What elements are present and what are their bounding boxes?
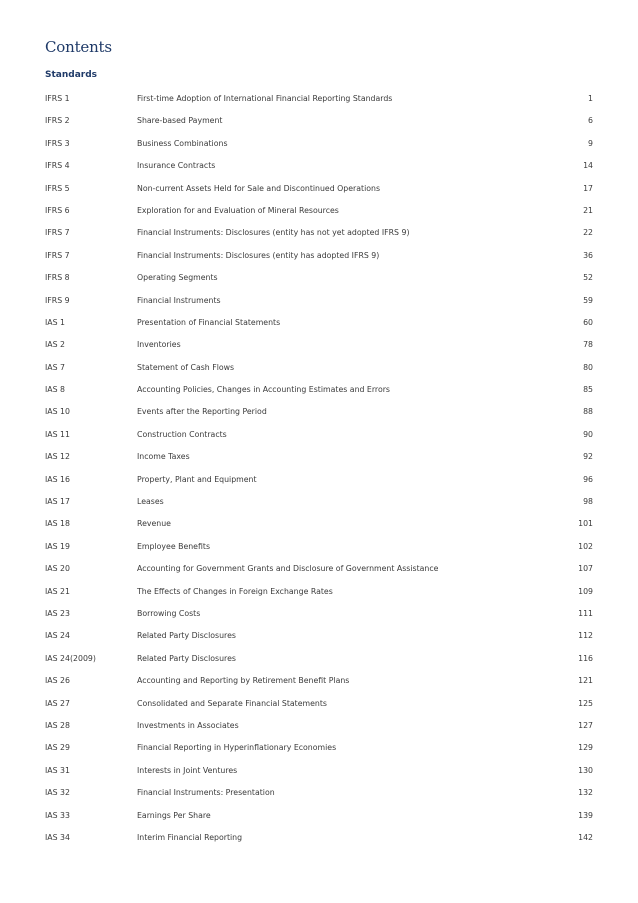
toc-entry-title: Financial Instruments: Disclosures (entity has not yet adopted IFRS 9) [137,228,410,238]
toc-entry-title: Presentation of Financial Statements [137,317,281,327]
toc-entry-code: IFRS 2 [45,116,70,126]
toc-entry-title: Share-based Payment [137,116,223,126]
toc-entry-title: Inventories [137,340,181,350]
toc-entry-page-number: 88 [583,407,593,417]
toc-entry-page-number: 14 [583,161,593,171]
toc-entry-page-number: 130 [578,765,593,775]
toc-entry-title: Accounting and Reporting by Retirement Benefit Plans [137,676,350,686]
toc-entry-page-number: 109 [578,586,593,596]
toc-entry-code: IAS 12 [45,452,70,462]
toc-entry-title: Events after the Reporting Period [137,407,267,417]
toc-entry-code: IAS 16 [45,474,70,484]
toc-entry[interactable] [45,627,593,649]
toc-entry[interactable] [45,739,593,761]
toc-entry-title: Related Party Disclosures [137,631,236,641]
toc-entry-page-number: 112 [578,631,593,641]
toc-entry-code: IAS 23 [45,608,70,618]
toc-entry[interactable] [45,583,593,605]
toc-entry-title: Non-current Assets Held for Sale and Discontinued Operations [137,183,381,193]
toc-entry-title: Investments in Associates [137,720,239,730]
toc-entry[interactable] [45,112,593,134]
toc-entry-page-number: 92 [583,452,593,462]
toc-entry-page-number: 22 [583,228,593,238]
toc-entry[interactable] [45,762,593,784]
toc-entry[interactable] [45,224,593,246]
toc-entry-page-number: 85 [583,385,593,395]
toc-entry-title: Income Taxes [137,452,190,462]
toc-entry[interactable] [45,807,593,829]
toc-entry-page-number: 139 [578,810,593,820]
toc-entry-code: IFRS 4 [45,161,70,171]
toc-entry-code: IFRS 5 [45,183,70,193]
toc-entry-title: The Effects of Changes in Foreign Exchange Rates [137,586,333,596]
toc-entry-code: IAS 7 [45,362,66,372]
toc-entry-page-number: 98 [583,497,593,507]
toc-entry-code: IAS 24(2009) [45,653,96,663]
toc-entry-code: IAS 28 [45,720,70,730]
toc-entry-title: Consolidated and Separate Financial Statements [137,698,327,708]
toc-entry-page-number: 78 [583,340,593,350]
toc-entry-title: Interim Financial Reporting [137,832,243,842]
toc-entry-code: IFRS 7 [45,228,70,238]
toc-entry-code: IAS 27 [45,698,70,708]
toc-entry-page-number: 111 [578,608,593,618]
toc-entry[interactable] [45,650,593,672]
toc-entry-title: Financial Instruments: Disclosures (entity has adopted IFRS 9) [137,250,380,260]
toc-entry[interactable] [45,403,593,425]
toc-entry-title: Leases [137,497,164,507]
toc-entry-code: IAS 24 [45,631,70,641]
toc-entry[interactable] [45,180,593,202]
toc-entry-page-number: 6 [588,116,593,126]
toc-entry-code: IAS 31 [45,765,70,775]
toc-entry[interactable] [45,605,593,627]
toc-entry[interactable] [45,336,593,358]
toc-entry-code: IAS 8 [45,385,66,395]
toc-entry[interactable] [45,829,593,851]
toc-entry[interactable] [45,493,593,515]
toc-entry-title: Interests in Joint Ventures [137,765,238,775]
toc-entry-code: IFRS 8 [45,273,70,283]
section-heading: Standards [45,70,98,80]
toc-entry-title: Construction Contracts [137,429,227,439]
toc-entry[interactable] [45,784,593,806]
toc-entry-page-number: 129 [578,743,593,753]
toc-entry[interactable] [45,292,593,314]
page-title: Contents [45,38,112,56]
toc-entry-page-number: 96 [583,474,593,484]
toc-entry[interactable] [45,515,593,537]
toc-entry[interactable] [45,471,593,493]
toc-entry-page-number: 132 [578,788,593,798]
toc-entry-code: IAS 10 [45,407,70,417]
toc-entry-title: Insurance Contracts [137,161,216,171]
toc-entry-title: Related Party Disclosures [137,653,236,663]
toc-entry[interactable] [45,426,593,448]
toc-entry-code: IFRS 3 [45,138,70,148]
toc-entry-title: Accounting for Government Grants and Disclosure of Government Assistance [137,564,439,574]
toc-entry-title: First-time Adoption of International Financial Reporting Standards [137,94,393,103]
toc-entry-title: Statement of Cash Flows [137,362,235,372]
table-of-contents [45,90,593,851]
toc-entry-code: IAS 20 [45,564,70,574]
toc-entry-page-number: 80 [583,362,593,372]
toc-entry-page-number: 36 [583,250,593,260]
toc-entry[interactable] [45,560,593,582]
toc-entry-page-number: 60 [583,317,593,327]
toc-entry[interactable] [45,269,593,291]
toc-entry-title: Financial Instruments: Presentation [137,788,275,798]
toc-entry-title: Exploration for and Evaluation of Mineral Resources [137,205,339,215]
toc-entry[interactable] [45,202,593,224]
toc-entry[interactable] [45,695,593,717]
toc-entry-code: IAS 26 [45,676,70,686]
toc-entry-page-number: 121 [578,676,593,686]
toc-entry[interactable] [45,717,593,739]
toc-entry-page-number: 107 [578,564,593,574]
toc-entry-page-number: 101 [578,519,593,529]
toc-entry-code: IFRS 7 [45,250,70,260]
toc-entry[interactable] [45,538,593,560]
toc-entry-code: IAS 18 [45,519,70,529]
toc-entry-code: IFRS 9 [45,295,70,305]
toc-entry-code: IAS 19 [45,541,70,551]
toc-entry-page-number: 21 [583,205,593,215]
toc-entry-page-number: 125 [578,698,593,708]
toc-entry[interactable] [45,672,593,694]
toc-entry-title: Employee Benefits [137,541,211,551]
toc-entry-code: IAS 29 [45,743,70,753]
toc-entry-title: Business Combinations [137,138,228,148]
toc-entry-page-number: 52 [583,273,593,283]
toc-entry-title: Property, Plant and Equipment [137,474,257,484]
toc-entry-code: IAS 32 [45,788,70,798]
toc-entry-title: Operating Segments [137,273,218,283]
toc-entry-code: IAS 11 [45,429,70,439]
toc-entry-title: Earnings Per Share [137,810,211,820]
toc-entry-title: Financial Reporting in Hyperinflationary Economies [137,743,337,753]
toc-entry[interactable] [45,314,593,336]
toc-entry-page-number: 17 [583,183,593,193]
toc-entry[interactable] [45,135,593,157]
toc-entry-title: Revenue [137,519,171,529]
toc-entry-title: Borrowing Costs [137,608,201,618]
toc-entry-code: IAS 1 [45,317,66,327]
toc-entry-code: IAS 21 [45,586,70,596]
toc-entry-code: IAS 2 [45,340,66,350]
toc-entry-code: IFRS 6 [45,205,70,215]
toc-entry-title: Accounting Policies, Changes in Accounting Estimates and Errors [137,385,390,395]
toc-entry-code: IFRS 1 [45,94,70,103]
toc-entry-title: Financial Instruments [137,295,221,305]
toc-entry-page-number: 142 [578,832,593,842]
toc-entry-page-number: 102 [578,541,593,551]
toc-entry[interactable] [45,157,593,179]
toc-entry-page-number: 116 [578,653,593,663]
toc-entry-page-number: 9 [588,138,593,148]
toc-entry-page-number: 127 [578,720,593,730]
toc-entry-code: IAS 34 [45,832,70,842]
toc-entry-page-number: 59 [583,295,593,305]
toc-entry[interactable] [45,359,593,381]
toc-entry-page-number: 1 [588,94,593,103]
toc-entry[interactable] [45,448,593,470]
toc-entry[interactable] [45,381,593,403]
toc-entry-code: IAS 33 [45,810,70,820]
toc-entry-code: IAS 17 [45,497,70,507]
toc-entry[interactable] [45,90,593,112]
toc-entry-page-number: 90 [583,429,593,439]
toc-entry[interactable] [45,247,593,269]
